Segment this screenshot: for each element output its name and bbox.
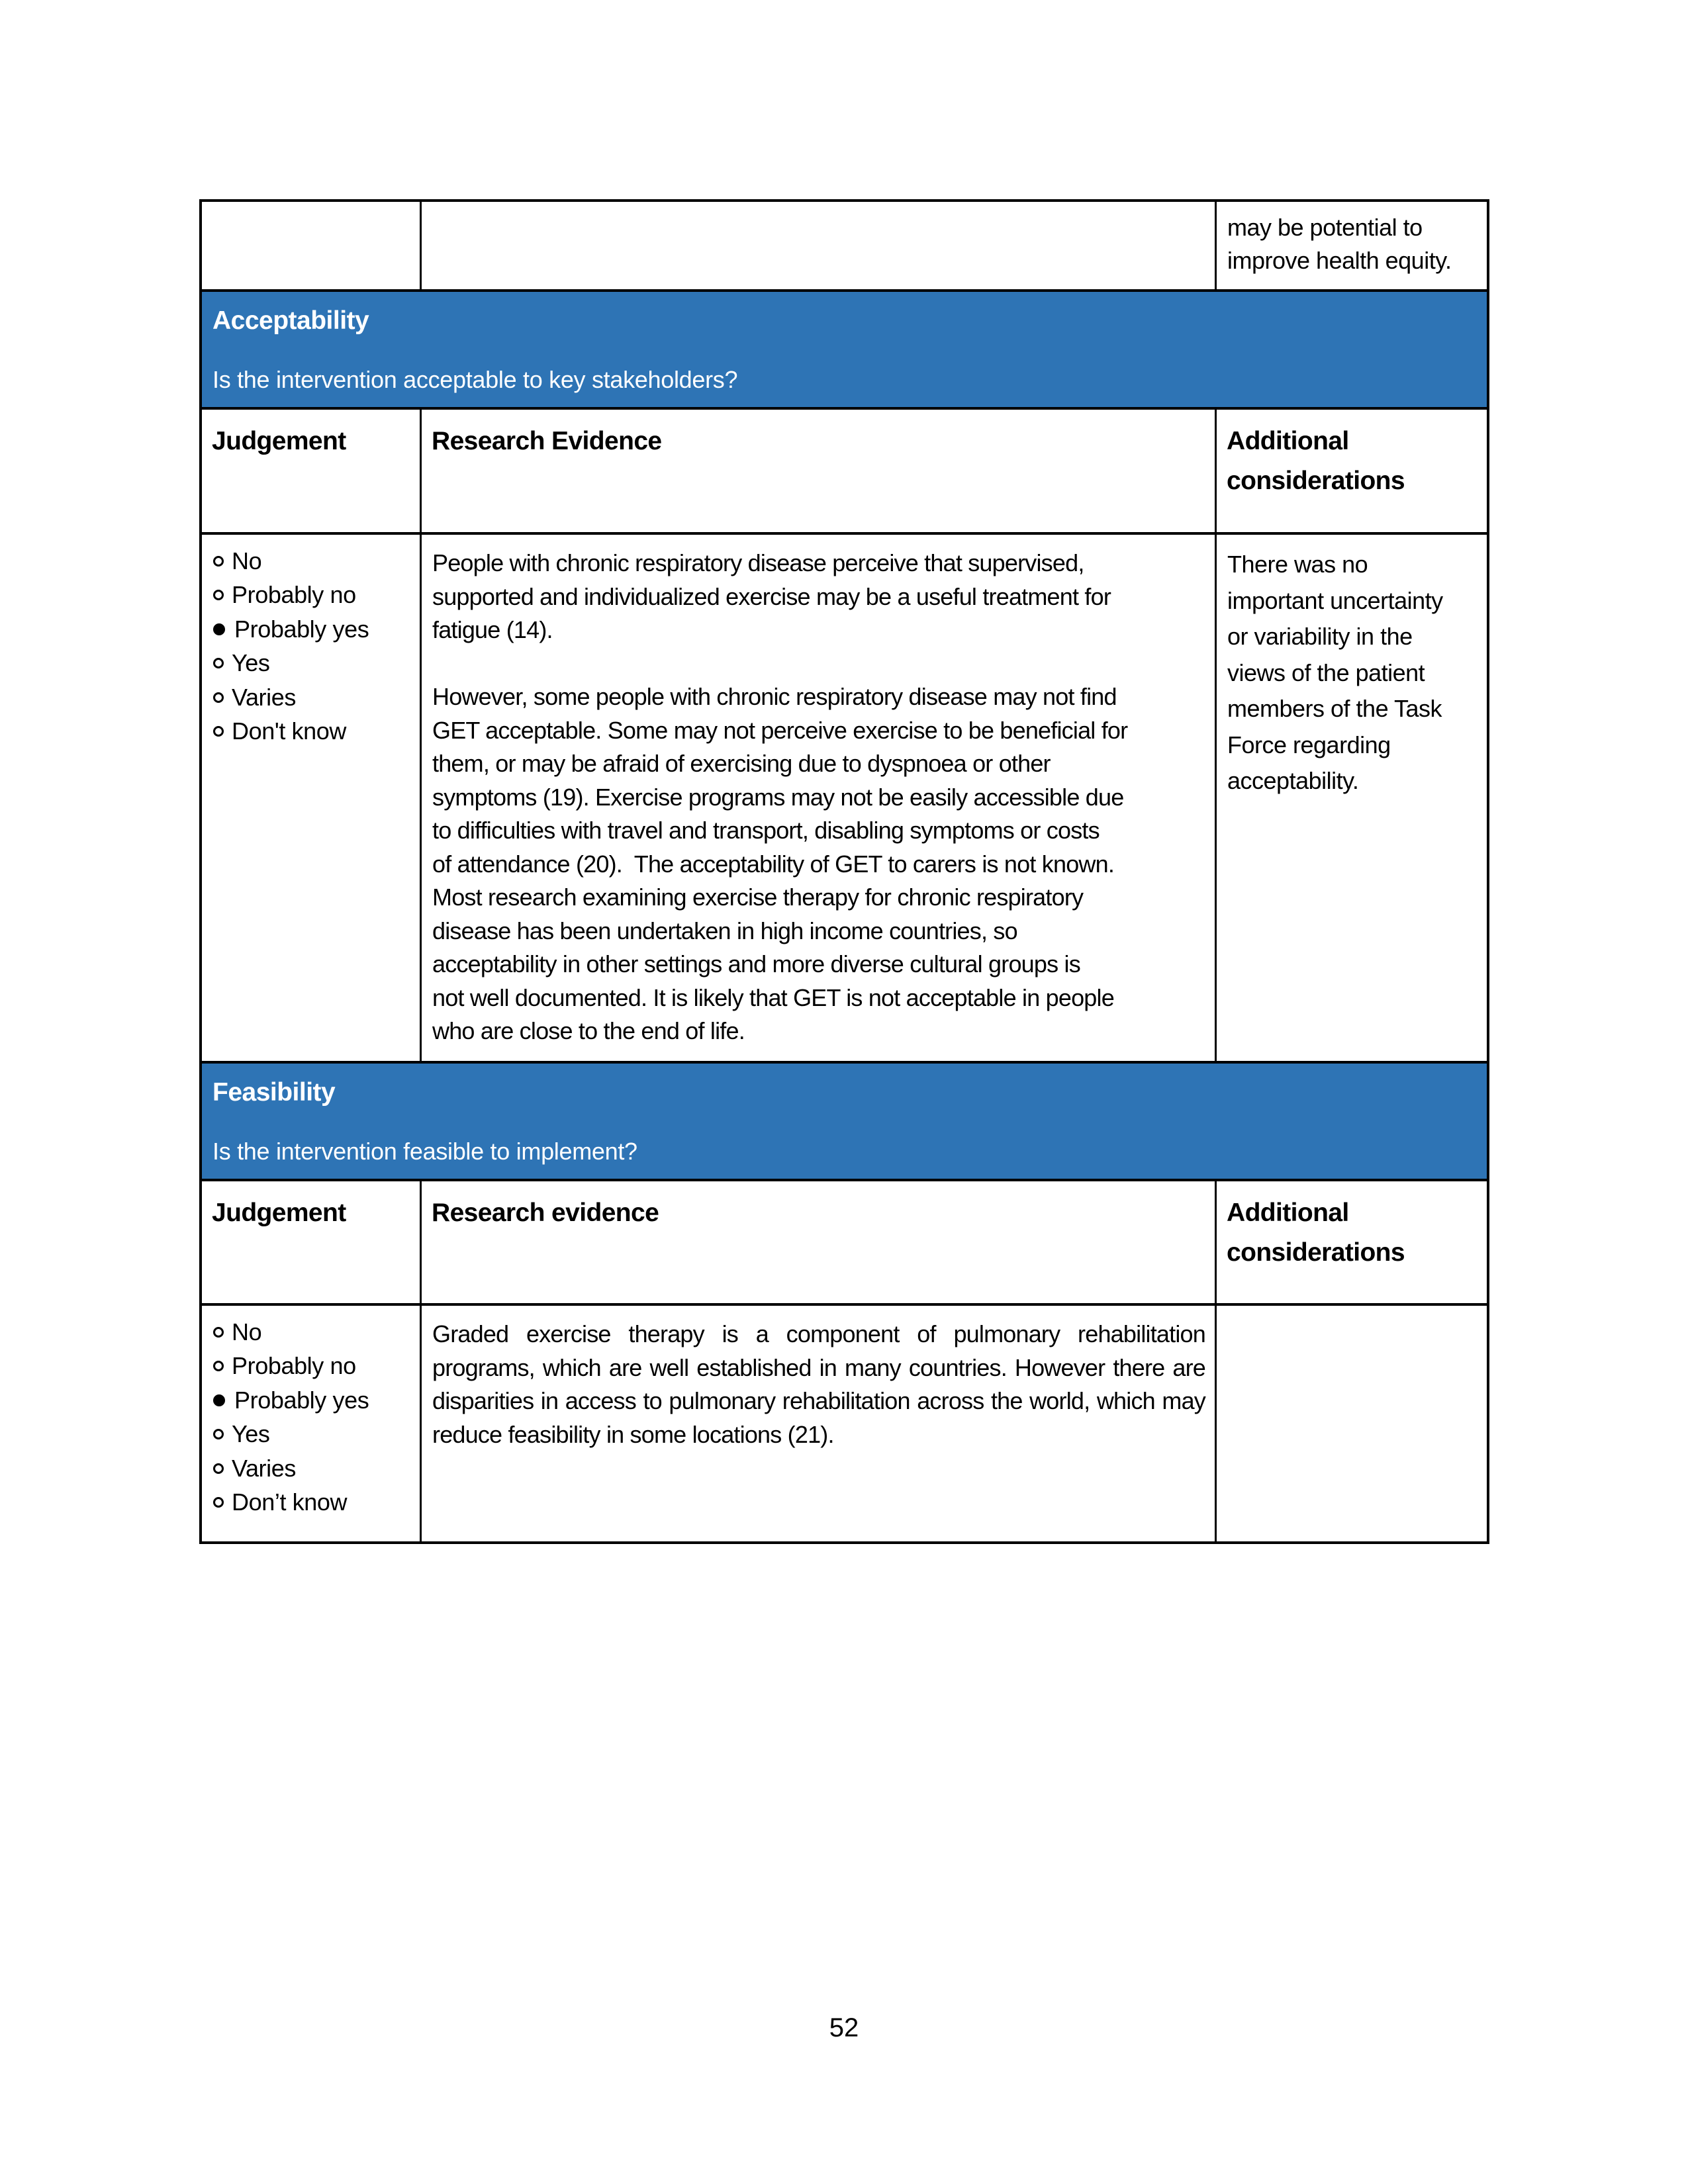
option-label: Probably no	[232, 581, 356, 609]
text-line: may be potential to	[1227, 214, 1423, 241]
text-line: of attendance (20). The acceptability of GET to carers is not known.	[432, 850, 1115, 878]
judgement-option-probably-no[interactable]	[211, 578, 369, 613]
section-band-feasibility	[202, 1061, 1487, 1181]
judgement-option-yes[interactable]	[211, 1418, 369, 1452]
judgement-option-probably-yes[interactable]	[211, 612, 369, 647]
option-label: No	[232, 547, 262, 574]
section-title: Acceptability	[212, 306, 369, 335]
header-row-feasibility	[202, 1179, 1487, 1306]
text-line: or variability in the	[1227, 623, 1413, 650]
header-line: Additional	[1227, 427, 1349, 455]
option-label: Probably yes	[234, 1386, 369, 1414]
option-label: No	[232, 1318, 262, 1345]
judgement-option-no[interactable]	[211, 1315, 369, 1349]
header-research-evidence: Research Evidence	[432, 427, 662, 455]
judgement-option-varies[interactable]	[211, 680, 369, 715]
option-label: Varies	[232, 683, 296, 711]
judgement-options	[202, 1306, 420, 1544]
radio-empty-icon	[213, 1429, 224, 1439]
section-band-acceptability	[202, 289, 1487, 410]
header-line: considerations	[1227, 1238, 1405, 1267]
option-label: Probably yes	[234, 615, 369, 643]
text-line: symptoms (19). Exercise programs may not be easily accessible due	[432, 783, 1124, 811]
continuation-evidence-cell	[420, 202, 1215, 289]
text-line: views of the patient	[1227, 659, 1425, 686]
additional-considerations-cell	[1215, 535, 1489, 1064]
research-evidence-cell	[420, 1306, 1215, 1544]
additional-considerations-text	[1227, 547, 1443, 799]
header-line: Additional	[1227, 1199, 1349, 1227]
radio-empty-icon	[213, 658, 224, 668]
text-line: important uncertainty	[1227, 586, 1443, 614]
radio-filled-icon	[213, 623, 225, 635]
option-label: Probably no	[232, 1352, 356, 1380]
additional-considerations-cell	[1215, 1306, 1489, 1544]
text-line: GET acceptable. Some may not perceive exercise to be beneficial for	[432, 716, 1128, 744]
text-line: acceptability.	[1227, 767, 1359, 794]
radio-filled-icon	[213, 1394, 225, 1406]
header-judgement: Judgement	[212, 427, 346, 455]
text-line: disease has been undertaken in high income countries, so	[432, 917, 1017, 944]
text-line: them, or may be afraid of exercising due to dyspnoea or other	[432, 750, 1051, 777]
radio-empty-icon	[213, 556, 224, 567]
section-title: Feasibility	[212, 1078, 336, 1107]
text-line: supported and individualized exercise may be a useful treatment for	[432, 582, 1111, 610]
header-judgement: Judgement	[212, 1199, 346, 1227]
research-evidence-text: Graded exercise therapy is a component of pulmonary rehabilitation programs, which are well established in many countries. However there are disparities in access to pulmonary rehabilitation across the world, which may reduce feasibility in some locations (21).	[432, 1320, 1205, 1448]
continuation-row	[202, 202, 1487, 289]
radio-empty-icon	[213, 726, 224, 737]
text-line: who are close to the end of life.	[432, 1017, 745, 1044]
radio-empty-icon	[213, 590, 224, 600]
text-line: improve health equity.	[1227, 247, 1452, 274]
header-additional-considerations	[1227, 422, 1405, 501]
text-line: to difficulties with travel and transport, disabling symptoms or costs	[432, 817, 1100, 844]
option-label: Yes	[232, 649, 270, 677]
text-line: Force regarding	[1227, 731, 1391, 758]
judgement-option-probably-no[interactable]	[211, 1349, 369, 1384]
header-row-acceptability	[202, 407, 1487, 535]
judgement-option-dont-know[interactable]	[211, 1486, 369, 1520]
header-research-evidence: Research evidence	[432, 1199, 659, 1227]
judgement-options	[202, 535, 420, 1064]
evidence-to-decision-table	[199, 199, 1489, 1544]
radio-empty-icon	[213, 1327, 224, 1338]
radio-empty-icon	[213, 1463, 224, 1474]
text-line: fatigue (14).	[432, 616, 553, 643]
option-label: Varies	[232, 1454, 296, 1482]
text-line: People with chronic respiratory disease perceive that supervised,	[432, 549, 1084, 576]
text-line: acceptability in other settings and more diverse cultural groups is	[432, 950, 1080, 978]
research-evidence-cell	[420, 535, 1215, 1064]
section-question: Is the intervention feasible to implement?	[212, 1138, 637, 1165]
option-label: Don't know	[232, 717, 346, 745]
radio-empty-icon	[213, 692, 224, 703]
text-line: members of the Task	[1227, 695, 1442, 722]
body-row-acceptability	[202, 532, 1487, 1064]
continuation-considerations-cell	[1215, 202, 1489, 289]
option-label: Yes	[232, 1420, 270, 1448]
body-row-feasibility	[202, 1303, 1487, 1544]
continuation-judgement-cell	[202, 202, 420, 289]
text-line: not well documented. It is likely that GET is not acceptable in people	[432, 983, 1114, 1011]
judgement-option-yes[interactable]	[211, 647, 369, 681]
radio-empty-icon	[213, 1497, 224, 1508]
page-number: 52	[829, 2013, 859, 2042]
header-additional-considerations	[1227, 1193, 1405, 1273]
judgement-option-probably-yes[interactable]	[211, 1383, 369, 1418]
paragraph-spacer	[432, 647, 1127, 681]
research-evidence-text	[432, 547, 1127, 1048]
text-line: There was no	[1227, 551, 1368, 578]
judgement-option-varies[interactable]	[211, 1451, 369, 1486]
radio-empty-icon	[213, 1361, 224, 1371]
text-line: Most research examining exercise therapy for chronic respiratory	[432, 884, 1084, 911]
section-question: Is the intervention acceptable to key stakeholders?	[212, 366, 738, 393]
text-line: However, some people with chronic respiratory disease may not find	[432, 683, 1117, 710]
judgement-option-no[interactable]	[211, 544, 369, 578]
option-label: Don’t know	[232, 1488, 348, 1516]
header-line: considerations	[1227, 467, 1405, 495]
judgement-option-dont-know[interactable]	[211, 715, 369, 749]
